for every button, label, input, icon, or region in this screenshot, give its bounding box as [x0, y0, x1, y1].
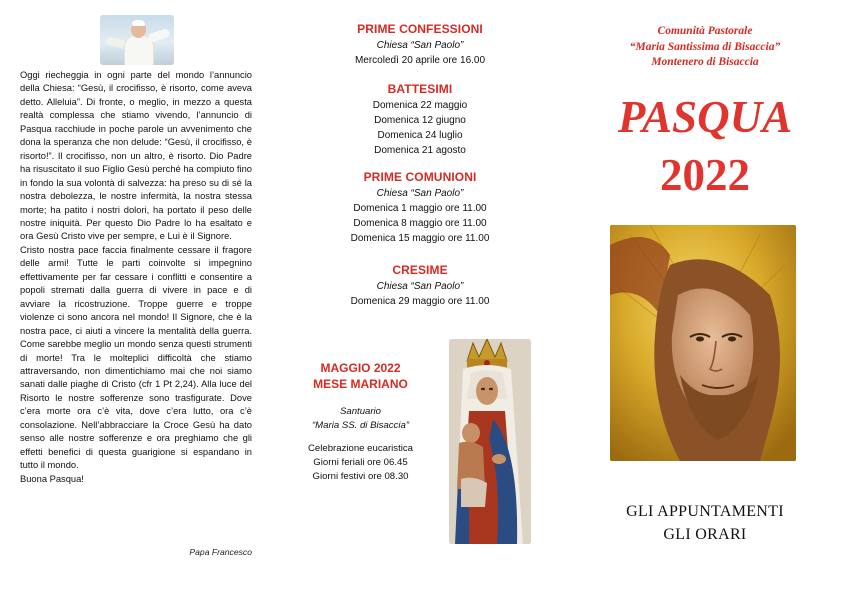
section-place: Santuario: [339, 406, 382, 417]
section-cresime: [300, 263, 540, 309]
christ-icon-image: [610, 225, 796, 461]
subtitle-line: GLI APPUNTAMENTI: [626, 503, 784, 520]
cover-title: PASQUA: [617, 92, 793, 142]
section-confessioni: [300, 22, 540, 68]
section-mese-mariano: [283, 360, 438, 484]
section-title: CRESIME: [392, 263, 448, 277]
madonna-image: [449, 339, 531, 544]
schedule-date: Domenica 12 giugno: [374, 115, 466, 126]
section-title: BATTESIMI: [387, 82, 453, 96]
schedule-date: Domenica 8 maggio ore 11.00: [353, 218, 487, 229]
cover-year: 2022: [660, 150, 750, 200]
pope-photo: [100, 15, 174, 65]
message-paragraph: Cristo nostra pace faccia finalmente cessare il fragore delle armi! Tutte le parti coinvolte si impegnino effettivamente per far cessare i conflitti e consentire a popoli stremati dalla guerra di vivere in pace e di avviare la ricostruzione. Troppe guerre e troppe violenze ci sono ancora nel mondo! Il Signore, che è la nostra pace, ci aiuti a vincere la mentalità della guerra. Come sarebbe meglio un mondo senza questi strumenti di morte! Tra le molteplici difficoltà che stiamo attraversando, non dimentichiamo mai che noi siamo sanati dalle piaghe di Cristo (cfr 1 Pt 2,24). Alla luce del Risorto le nostre sofferenze sono trasfigurate. Dove c’era morte ora c’è vita, dove c’era lutto, ora c’è consolazione. Nell’abbracciare la Croce Gesù ha dato senso alle nostre sofferenze e ora preghiamo che gli effetti benefici di questa guarigione si espandano in tutto il mondo.: [20, 244, 252, 471]
message-signature: Papa Francesco: [189, 547, 252, 557]
schedule-time: Giorni feriali ore 06.45: [313, 457, 408, 468]
schedule-date: Domenica 21 agosto: [374, 145, 466, 156]
parish-line: “Maria Santissima di Bisaccia”: [629, 40, 781, 53]
section-title: MESE MARIANO: [313, 377, 408, 391]
schedule-date: Domenica 1 maggio ore 11.00: [353, 203, 487, 214]
schedule-date: Mercoledì 20 aprile ore 16.00: [354, 55, 486, 66]
section-title: PRIME CONFESSIONI: [357, 22, 483, 36]
section-place: “Maria SS. di Bisaccia”: [311, 420, 410, 431]
section-place: Chiesa “San Paolo”: [376, 188, 464, 199]
section-title: PRIME COMUNIONI: [363, 170, 477, 184]
section-comunioni: [300, 170, 540, 246]
cover-subtitle: [590, 500, 820, 546]
section-title: MAGGIO 2022: [320, 361, 401, 375]
schedule-date: Domenica 15 maggio ore 11.00: [350, 233, 490, 244]
section-place: Chiesa “San Paolo”: [376, 40, 464, 51]
schedule-date: Domenica 22 maggio: [372, 100, 468, 111]
parish-name: [590, 24, 820, 71]
schedule-date: Domenica 29 maggio ore 11.00: [350, 296, 490, 307]
easter-message: [20, 69, 252, 486]
section-battesimi: [300, 82, 540, 158]
schedule-date: Domenica 24 luglio: [377, 130, 463, 141]
parish-line: Montenero di Bisaccia: [651, 56, 759, 68]
message-closing: Buona Pasqua!: [20, 473, 84, 484]
message-paragraph: Oggi riecheggia in ogni parte del mondo l’annuncio della Chiesa: “Gesù, il crocifisso, è risorto, come aveva detto. Alleluia”. Di fronte, o meglio, in mezzo a questa realtà complessa che stiamo vivendo, l’annuncio di Pasqua racchiude in poche parole un avvenimento che dona la speranza che non delude: “Gesù, il crocifisso, è risorto!”. Il crocifisso, non un altro, è risorto. Dio Padre ha risuscitato il suo Figlio Gesù perché ha compiuto fino in fondo la sua volontà di salvezza: ha preso su di sé la nostra debolezza, le nostre infermità, la nostra stessa morte; ha patito i nostri dolori, ha portato il peso delle nostre iniquità. Per questo Dio Padre lo ha esaltato e ora Gesù Cristo vive per sempre, e Lui è il Signore.: [20, 70, 252, 242]
schedule-time: Giorni festivi ore 08.30: [312, 471, 409, 482]
section-place: Chiesa “San Paolo”: [376, 281, 464, 292]
subtitle-line: GLI ORARI: [663, 526, 747, 543]
celebration-label: Celebrazione eucaristica: [307, 443, 414, 454]
parish-line: Comunità Pastorale: [657, 25, 753, 37]
